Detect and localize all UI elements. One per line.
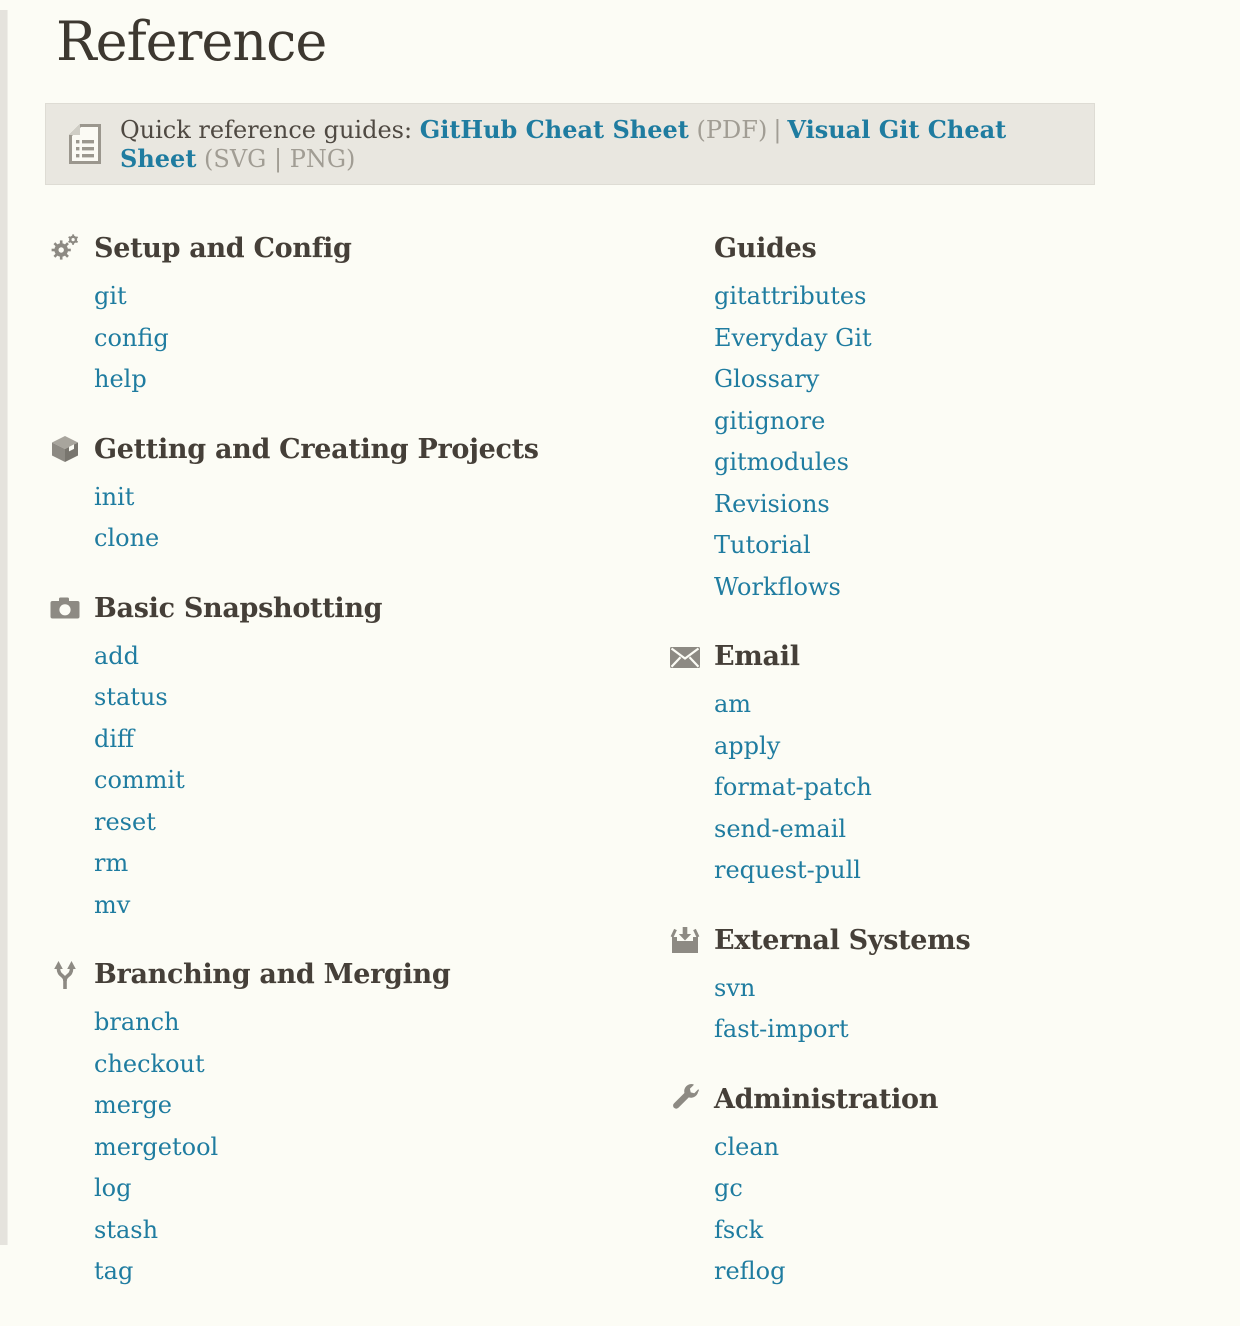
command-link-item (94, 803, 668, 845)
command-link[interactable]: init (94, 482, 135, 511)
command-link-item (714, 1010, 1240, 1052)
command-link[interactable]: fast-import (714, 1015, 849, 1043)
command-link-item (94, 478, 668, 520)
command-link[interactable]: Everyday Git (714, 323, 872, 352)
command-link[interactable]: reset (94, 807, 156, 836)
command-link-item (94, 886, 668, 928)
branch-icon (48, 960, 82, 990)
command-link-list (714, 685, 1240, 893)
command-link-item (94, 277, 668, 319)
visual-git-cheat-sheet-format: (SVG | PNG) (204, 145, 356, 173)
command-link-item (714, 1252, 1240, 1294)
command-link-item (94, 1086, 668, 1128)
section-setup-and-config (48, 233, 668, 402)
command-link[interactable]: stash (94, 1215, 159, 1244)
command-link[interactable]: Revisions (714, 489, 830, 518)
command-link-item (94, 720, 668, 762)
command-link[interactable]: diff (94, 724, 135, 753)
command-link-item (94, 1128, 668, 1170)
command-link[interactable]: merge (94, 1091, 172, 1119)
section-administration (668, 1084, 1240, 1294)
command-link-item (94, 844, 668, 886)
command-link-item (94, 1211, 668, 1253)
page-title: Reference (56, 10, 327, 73)
command-link-item (714, 851, 1240, 893)
section-title: External Systems (714, 924, 971, 956)
command-link-list (94, 637, 668, 928)
command-link-item (94, 1252, 668, 1294)
command-link-item (714, 1128, 1240, 1170)
command-link[interactable]: am (714, 690, 752, 718)
command-link[interactable]: Tutorial (714, 531, 811, 559)
command-link-list (94, 277, 668, 402)
command-link-item (714, 526, 1240, 568)
command-link[interactable]: log (94, 1174, 132, 1202)
command-link[interactable]: reflog (714, 1257, 786, 1285)
section-title: Email (714, 641, 800, 672)
command-link-item (714, 277, 1240, 319)
left-column (48, 233, 668, 1326)
command-link[interactable]: config (94, 323, 169, 352)
command-link[interactable]: svn (714, 973, 756, 1002)
command-link-item (714, 568, 1240, 610)
command-link[interactable]: clean (714, 1132, 780, 1161)
quick-reference-label: Quick reference guides: (120, 116, 413, 144)
command-link[interactable]: branch (94, 1008, 180, 1036)
command-link-list (714, 1128, 1240, 1294)
section-guides (668, 233, 1240, 609)
camera-icon (48, 594, 82, 622)
command-link[interactable]: gitmodules (714, 448, 849, 476)
wrench-icon (668, 1084, 702, 1114)
reference-page (0, 10, 1240, 1326)
command-link[interactable]: fsck (714, 1215, 764, 1244)
section-title: Setup and Config (94, 233, 352, 264)
command-link[interactable]: Workflows (714, 572, 841, 601)
command-link-list (714, 969, 1240, 1052)
section-external-systems (668, 925, 1240, 1052)
command-link-item (714, 1211, 1240, 1253)
section-title: Guides (714, 233, 817, 264)
command-link[interactable]: add (94, 641, 140, 670)
window-edge-strip (0, 10, 8, 1245)
github-cheat-sheet-format: (PDF) (696, 116, 768, 144)
section-branching-and-merging (48, 959, 668, 1294)
gears-icon (48, 234, 82, 264)
quick-reference-text (120, 115, 1074, 173)
section-email (668, 641, 1240, 893)
command-link-item (94, 319, 668, 361)
command-link-item (94, 360, 668, 402)
archive-in-icon (668, 925, 702, 955)
reference-columns (48, 233, 1240, 1326)
command-link-item (714, 319, 1240, 361)
command-link[interactable]: checkout (94, 1049, 205, 1078)
command-link[interactable]: request-pull (714, 856, 861, 884)
command-link[interactable]: tag (94, 1257, 134, 1285)
command-link-item (714, 443, 1240, 485)
command-link-item (94, 1169, 668, 1211)
quick-reference-banner (45, 103, 1095, 185)
notes-page-icon (68, 123, 102, 165)
command-link-item (94, 519, 668, 561)
command-link-item (714, 768, 1240, 810)
command-link-item (94, 1045, 668, 1087)
banner-separator: | (773, 116, 782, 144)
command-link-item (714, 360, 1240, 402)
visual-git-cheat-sheet-link[interactable]: Visual Git Cheat Sheet (120, 115, 1007, 173)
command-link[interactable]: help (94, 365, 147, 393)
command-link-item (94, 761, 668, 803)
command-link[interactable]: gc (714, 1174, 743, 1202)
section-getting-and-creating-projects (48, 434, 668, 561)
command-link-list (94, 1003, 668, 1294)
command-link-list (94, 478, 668, 561)
command-link[interactable]: gitignore (714, 406, 826, 435)
command-link-item (714, 727, 1240, 769)
section-title: Getting and Creating Projects (94, 433, 539, 465)
command-link[interactable]: clone (94, 524, 160, 552)
section-title: Administration (714, 1083, 939, 1115)
command-link[interactable]: gitattributes (714, 282, 867, 310)
command-link[interactable]: commit (94, 766, 185, 794)
command-link-item (94, 678, 668, 720)
command-link[interactable]: rm (94, 849, 129, 877)
command-link-item (714, 1169, 1240, 1211)
command-link[interactable]: format-patch (714, 773, 872, 801)
command-link-item (714, 685, 1240, 727)
command-link-item (94, 637, 668, 679)
command-link[interactable]: Glossary (714, 365, 820, 393)
command-link[interactable]: git (94, 282, 127, 310)
package-icon (48, 435, 82, 463)
command-link[interactable]: apply (714, 731, 781, 760)
command-link-item (714, 485, 1240, 527)
envelope-icon (668, 644, 702, 670)
command-link-list (714, 277, 1240, 609)
command-link[interactable]: send-email (714, 814, 847, 843)
github-cheat-sheet-link[interactable]: GitHub Cheat Sheet (419, 115, 689, 144)
command-link[interactable]: mv (94, 890, 131, 919)
command-link-item (714, 810, 1240, 852)
section-basic-snapshotting (48, 593, 668, 928)
command-link-item (94, 1003, 668, 1045)
right-column (668, 233, 1240, 1326)
section-title: Branching and Merging (94, 959, 451, 990)
command-link[interactable]: mergetool (94, 1132, 219, 1161)
command-link[interactable]: status (94, 683, 168, 711)
command-link-item (714, 402, 1240, 444)
command-link-item (714, 969, 1240, 1011)
section-title: Basic Snapshotting (94, 592, 383, 624)
